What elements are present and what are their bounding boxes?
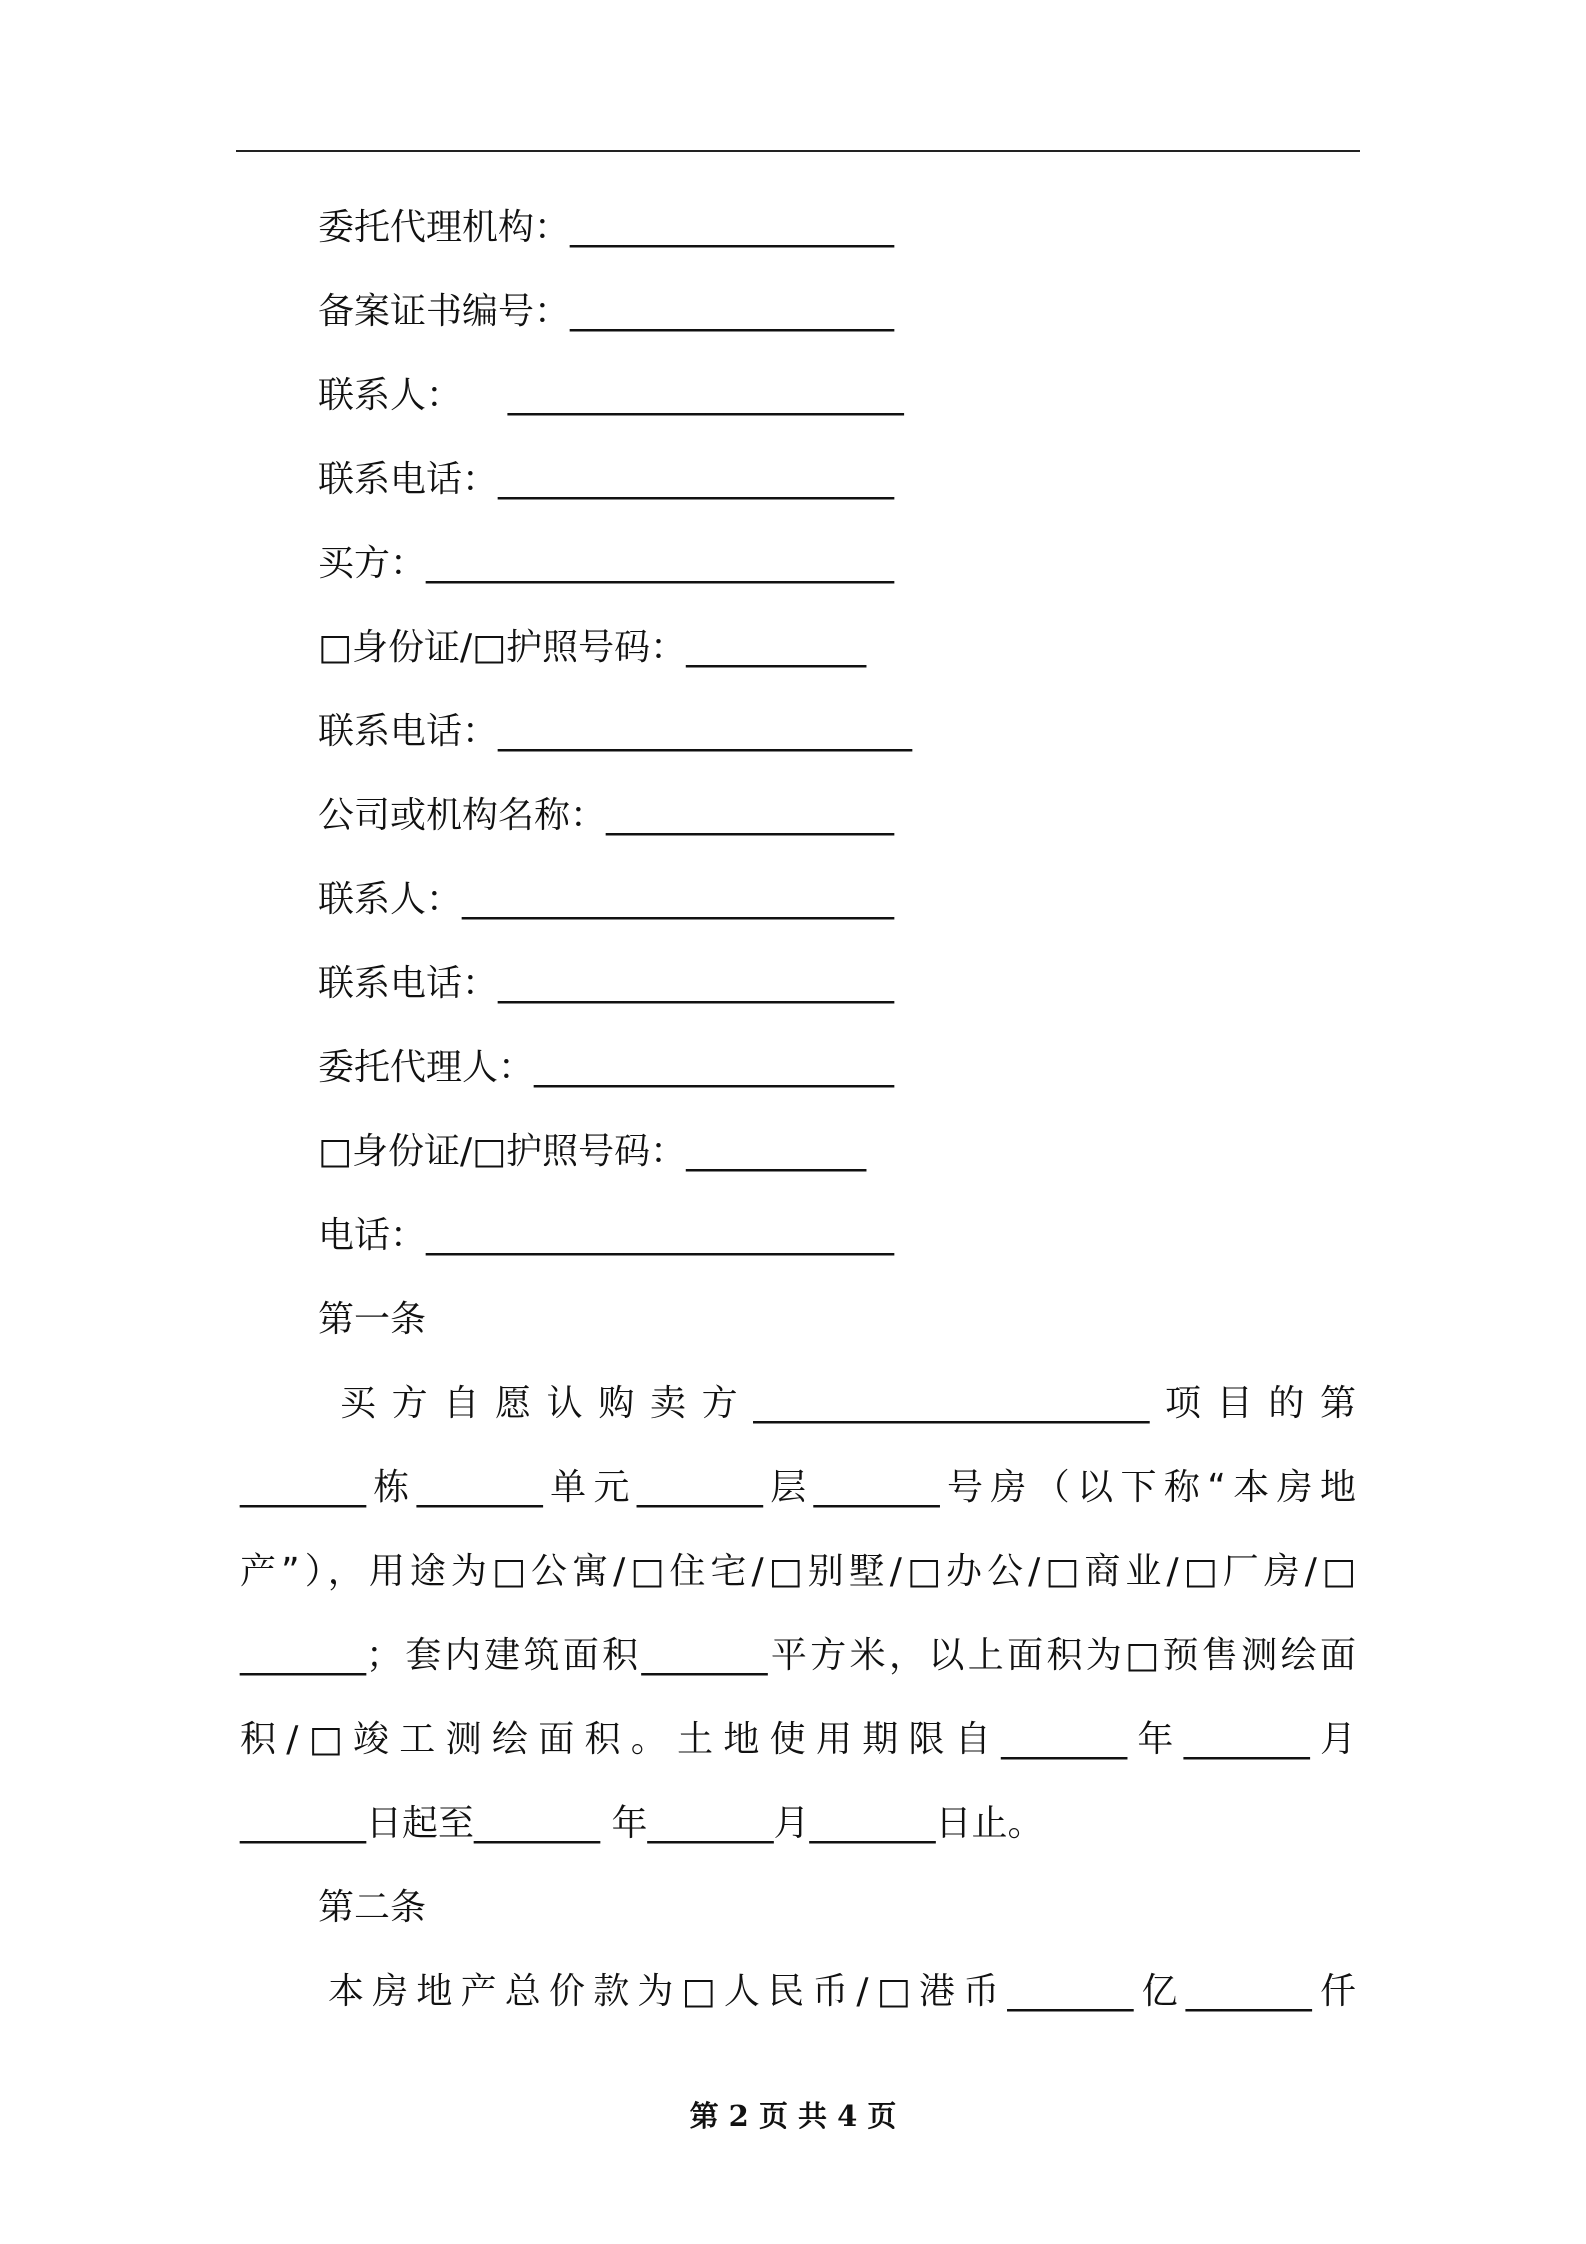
- field-buyer: 买方：__________________________: [318, 543, 895, 584]
- field-buyer-id: □身份证/□护照号码：__________: [318, 627, 867, 668]
- field-filing-cert-no: 备案证书编号：__________________: [318, 291, 895, 332]
- article-1-line-2: _______栋_______单元_______层_______号房（以下称“本房地: [240, 1467, 1356, 1508]
- field-buyer-phone: 联系电话：_______________________: [318, 711, 913, 752]
- page-footer: 第 2 页 共 4 页: [689, 2099, 897, 2133]
- article-2-heading: 第二条: [318, 1887, 427, 1928]
- field-company-contact: 联系人：________________________: [318, 879, 895, 920]
- article-1-line-1: 买方自愿认购卖方______________________项目的第: [340, 1383, 1356, 1424]
- article-1-line-6: _______日起至_______ 年_______月_______日止。: [240, 1803, 1044, 1844]
- article-1-line-5: 积/□竣工测绘面积。土地使用期限自_______年_______月: [240, 1719, 1356, 1760]
- field-agent-id: □身份证/□护照号码：__________: [318, 1131, 867, 1172]
- field-company-phone: 联系电话：______________________: [318, 963, 895, 1004]
- article-1-line-3: 产”），用途为□公寓/□住宅/□别墅/□办公/□商业/□厂房/□: [240, 1551, 1356, 1592]
- article-1-heading: 第一条: [318, 1299, 427, 1340]
- article-2-line-1: 本房地产总价款为□人民币/□港币_______亿_______仟: [328, 1971, 1356, 2012]
- header-rule: [236, 150, 1360, 152]
- field-phone: 电话：__________________________: [318, 1215, 895, 1256]
- field-agent-org: 委托代理机构：__________________: [318, 207, 895, 248]
- article-1-line-4: _______；套内建筑面积_______平方米，以上面积为□预售测绘面: [240, 1635, 1356, 1676]
- field-contact-person: 联系人： ______________________: [318, 375, 904, 416]
- field-company-name: 公司或机构名称：________________: [318, 795, 895, 836]
- field-agent: 委托代理人：____________________: [318, 1047, 895, 1088]
- field-contact-phone: 联系电话：______________________: [318, 459, 895, 500]
